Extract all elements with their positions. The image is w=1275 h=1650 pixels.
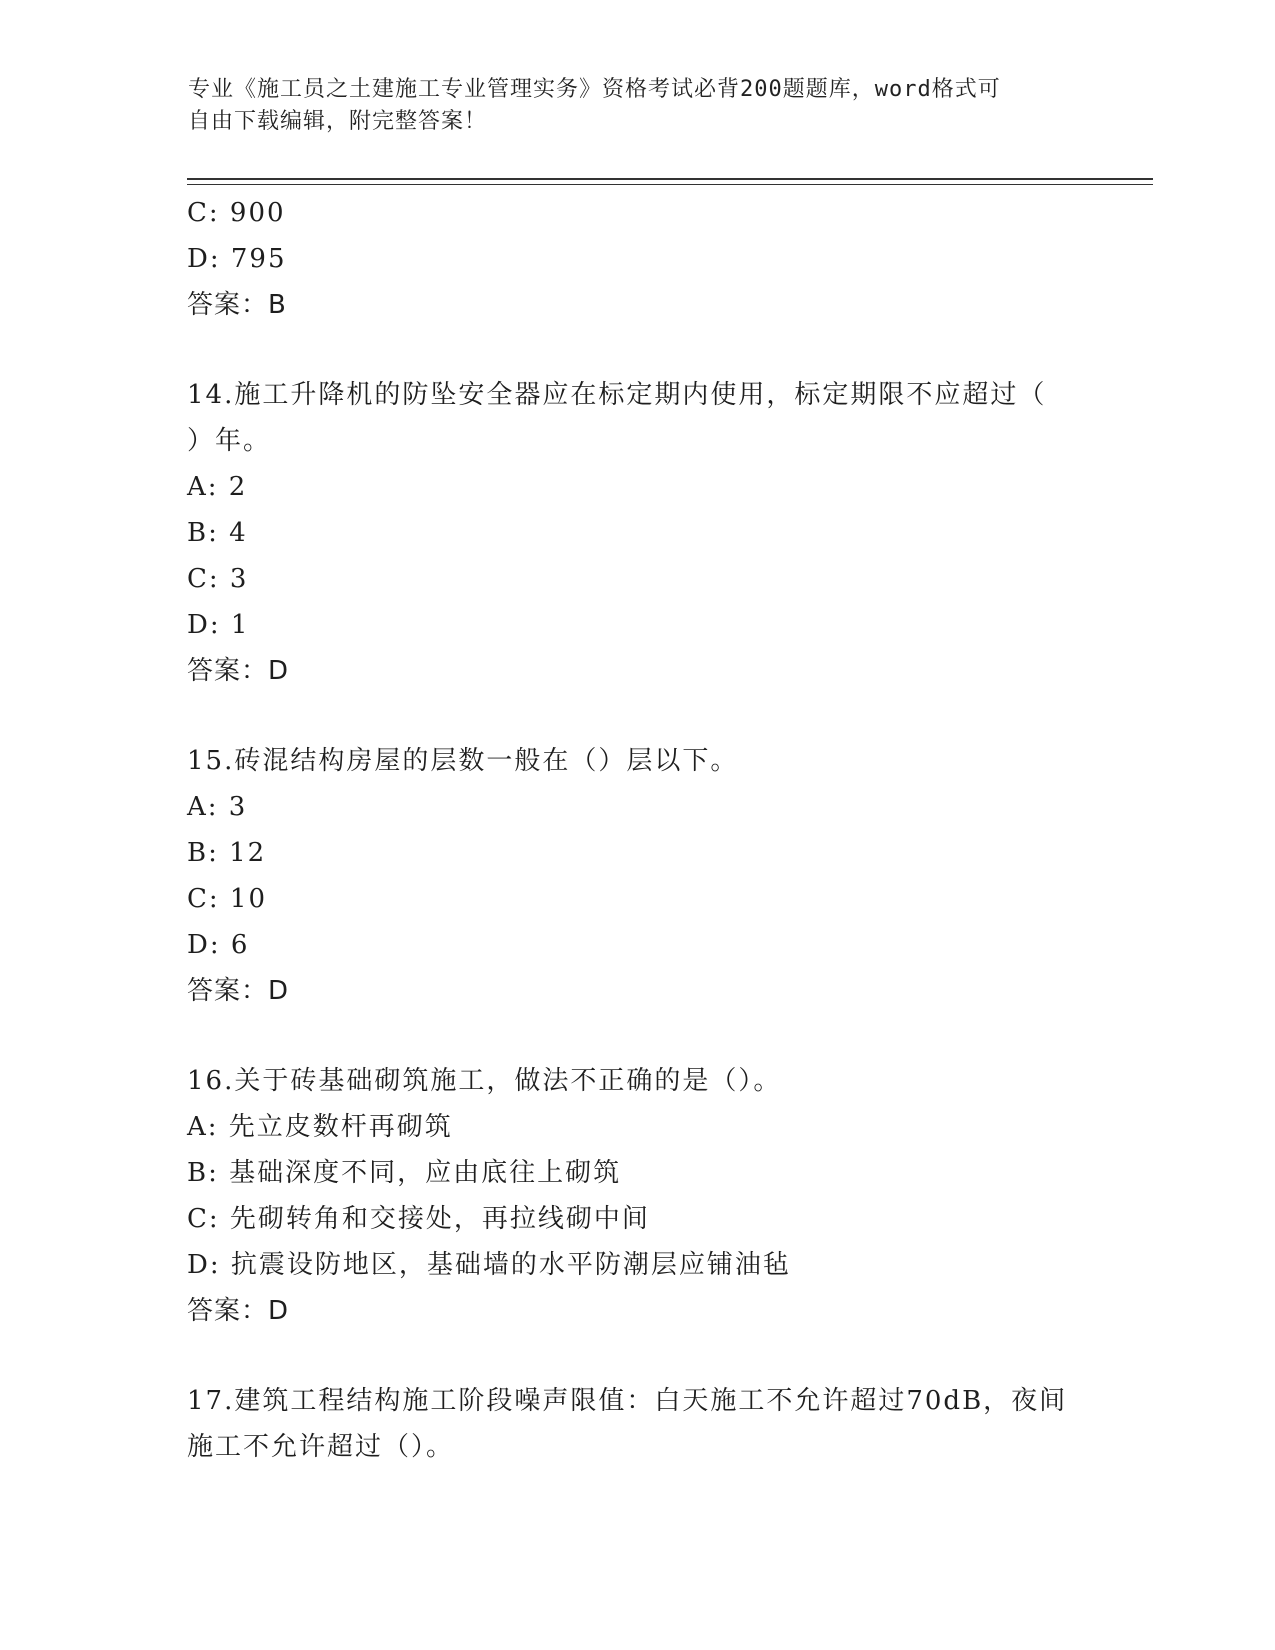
header-rule-thin [187, 184, 1153, 185]
option-c: C: 900 [187, 198, 286, 228]
question-17 [187, 1378, 1087, 1470]
question-stem: 15.砖混结构房屋的层数一般在（）层以下。 [187, 746, 739, 776]
document-content [187, 190, 1087, 1470]
option-c: C: 3 [187, 564, 249, 594]
answer-line: 答案：D [187, 656, 290, 686]
answer-line: 答案：B [187, 290, 287, 320]
option-b: B: 12 [187, 838, 267, 868]
question-stem: ）年。 [187, 426, 272, 456]
header-line-1: 专业《施工员之土建施工专业管理实务》资格考试必背200题题库，word格式可 [188, 77, 1001, 102]
option-b: B: 4 [187, 518, 248, 548]
option-d: D: 1 [187, 610, 250, 640]
question-stem: 施工不允许超过（）。 [187, 1432, 455, 1462]
question-15 [187, 738, 1087, 1014]
option-d: D: 抗震设防地区，基础墙的水平防潮层应铺油毡 [187, 1250, 791, 1280]
option-d: D: 795 [187, 244, 287, 274]
header-rule-thick [187, 178, 1153, 180]
option-a: A: 2 [187, 472, 248, 502]
option-c: C: 先砌转角和交接处，再拉线砌中间 [187, 1204, 650, 1234]
option-c: C: 10 [187, 884, 268, 914]
question-16 [187, 1058, 1087, 1334]
answer-line: 答案：D [187, 976, 290, 1006]
question-14 [187, 372, 1087, 694]
option-d: D: 6 [187, 930, 250, 960]
question-13-tail [187, 190, 1087, 328]
option-a: A: 先立皮数杆再砌筑 [187, 1112, 453, 1142]
question-stem: 14.施工升降机的防坠安全器应在标定期内使用，标定期限不应超过（ [187, 380, 1047, 410]
answer-line: 答案：D [187, 1296, 290, 1326]
option-a: A: 3 [187, 792, 248, 822]
option-b: B: 基础深度不同，应由底往上砌筑 [187, 1158, 622, 1188]
header-line-2: 自由下载编辑，附完整答案！ [188, 109, 488, 134]
document-header [188, 74, 1088, 138]
question-stem: 16.关于砖基础砌筑施工，做法不正确的是（）。 [187, 1066, 782, 1096]
question-stem: 17.建筑工程结构施工阶段噪声限值：白天施工不允许超过70dB，夜间 [187, 1386, 1068, 1416]
